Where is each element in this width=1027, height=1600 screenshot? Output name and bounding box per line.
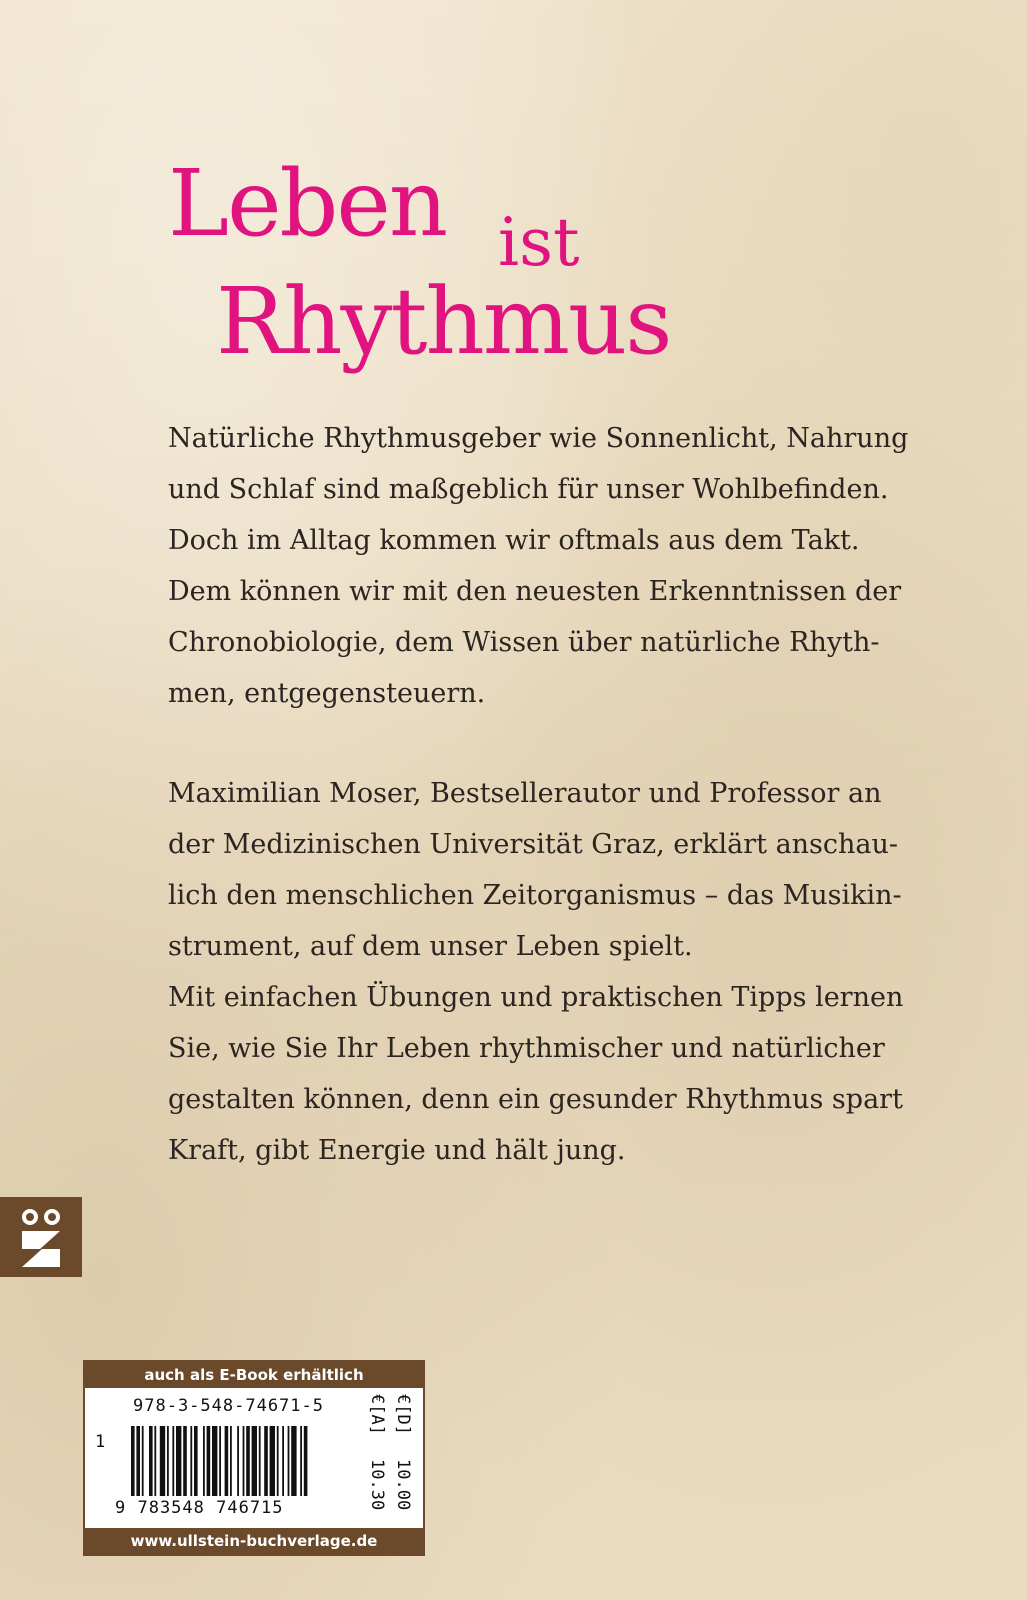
barcode-bar [149,1426,153,1496]
blurb-paragraph-2 [168,768,928,1176]
barcode-bar [264,1426,268,1496]
ean-digits: 9 783548 746715 [115,1498,284,1518]
price-germany [391,1394,415,1510]
barcode-bar [203,1426,205,1496]
blurb-line: Doch im Alltag kommen wir oftmals aus dem Takt. [168,525,860,556]
barcode-addon-digit: 1 [95,1432,106,1452]
title-word-ist: ist [498,204,580,281]
blurb-line: Mit einfachen Übungen und praktischen Tipps lernen [168,982,904,1013]
barcode-bar [282,1426,284,1496]
price-germany-label: €[D] [393,1394,413,1435]
price-austria-label: €[A] [367,1394,387,1435]
blurb-line: Natürliche Rhythmusgeber wie Sonnenlicht, Nahrung [168,423,909,454]
blurb-line: lich den menschlichen Zeitorganismus – das Musikin- [168,880,902,911]
price-austria [365,1394,389,1510]
barcode-bar [243,1426,245,1496]
barcode-bar [212,1426,217,1496]
barcode-bar [277,1426,279,1496]
isbn-number: 978-3-548-74671-5 [133,1396,324,1416]
barcode-bar [194,1426,198,1496]
barcode-bar [304,1426,308,1496]
barcode-bar [160,1426,165,1496]
blurb-line: der Medizinischen Universität Graz, erklärt anschau- [168,829,899,860]
barcode-bar [237,1426,239,1496]
barcode-bar [183,1426,187,1496]
price-austria-value: 10.30 [367,1459,387,1511]
owl-icon [0,1197,82,1277]
blurb-line: gestalten können, denn ein gesunder Rhythmus spart [168,1084,903,1115]
barcode-bar [131,1426,135,1496]
blurb-paragraph-1 [168,413,928,719]
title-word-rhythmus: Rhythmus [216,268,671,375]
barcode-panel [83,1360,425,1556]
ebook-note: auch als E-Book erhältlich [85,1362,423,1388]
title-word-leben: Leben [168,150,447,257]
barcode-bar [176,1426,181,1496]
price-block [363,1394,419,1528]
price-germany-value: 10.00 [393,1459,413,1511]
blurb-line: und Schlaf sind maßgeblich für unser Wohlbefinden. [168,474,889,505]
barcode-bar [288,1426,290,1496]
blurb-line: Kraft, gibt Energie und hält jung. [168,1135,626,1166]
barcode-bars [131,1426,341,1496]
barcode-bar [154,1426,156,1496]
barcode-bar [167,1426,169,1496]
barcode-bar [172,1426,174,1496]
blurb-line: strument, auf dem unser Leben spielt. [168,931,693,962]
blurb-line: Maximilian Moser, Bestsellerautor und Professor an [168,778,882,809]
barcode-bar [252,1426,257,1496]
blurb-line: men, entgegensteuern. [168,678,486,709]
barcode-bar [190,1426,192,1496]
barcode-bar [219,1426,221,1496]
blurb-line: Dem können wir mit den neuesten Erkenntnissen der [168,576,902,607]
barcode-bar [142,1426,144,1496]
barcode-bar [246,1426,250,1496]
barcode-bar [207,1426,211,1496]
publisher-logo [0,1197,82,1277]
barcode-bar [259,1426,261,1496]
barcode-bar [300,1426,302,1496]
blurb-line: Chronobiologie, dem Wissen über natürliche Rhyth- [168,627,880,658]
barcode-bar [270,1426,275,1496]
blurb-line: Sie, wie Sie Ihr Leben rhythmischer und natürlicher [168,1033,885,1064]
book-title [168,150,868,393]
publisher-website: www.ullstein-buchverlage.de [85,1528,423,1554]
barcode-bar [230,1426,232,1496]
barcode-bar [225,1426,229,1496]
barcode-bar [291,1426,296,1496]
barcode-bar [136,1426,140,1496]
